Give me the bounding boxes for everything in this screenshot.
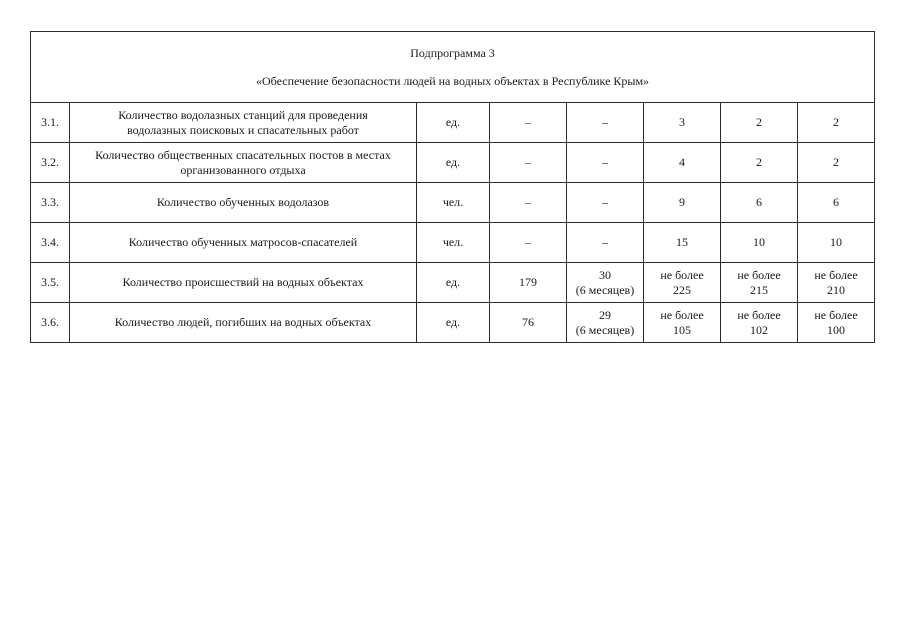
value-cell: 10 — [721, 223, 798, 263]
row-number: 3.2. — [31, 143, 70, 183]
value-cell: 4 — [644, 143, 721, 183]
row-number: 3.4. — [31, 223, 70, 263]
indicator-name: Количество обученных водолазов — [70, 183, 417, 223]
value-cell: 15 — [644, 223, 721, 263]
value-cell: 2 — [721, 143, 798, 183]
value-cell: 29 (6 месяцев) — [567, 303, 644, 343]
value-cell: 6 — [798, 183, 875, 223]
value-cell: – — [567, 143, 644, 183]
subprogram-header-row — [31, 32, 875, 103]
value-cell: не более 225 — [644, 263, 721, 303]
value-cell: 2 — [798, 103, 875, 143]
indicator-name: Количество водолазных станций для проведения водолазных поисковых и спасательных работ — [70, 103, 417, 143]
value-cell: 30 (6 месяцев) — [567, 263, 644, 303]
value-cell: 6 — [721, 183, 798, 223]
unit-cell: ед. — [417, 263, 490, 303]
value-cell: не более 210 — [798, 263, 875, 303]
value-cell: – — [490, 103, 567, 143]
value-cell: – — [567, 223, 644, 263]
value-cell: не более 102 — [721, 303, 798, 343]
row-number: 3.1. — [31, 103, 70, 143]
value-cell: не более 215 — [721, 263, 798, 303]
value-cell: – — [567, 103, 644, 143]
subprogram-subtitle: «Обеспечение безопасности людей на водных объектах в Республике Крым» — [256, 74, 650, 88]
indicator-name: Количество происшествий на водных объектах — [70, 263, 417, 303]
row-number: 3.3. — [31, 183, 70, 223]
unit-cell: чел. — [417, 183, 490, 223]
indicator-name: Количество общественных спасательных постов в местах организованного отдыха — [70, 143, 417, 183]
indicator-name: Количество обученных матросов-спасателей — [70, 223, 417, 263]
value-cell: – — [490, 223, 567, 263]
value-cell: – — [490, 143, 567, 183]
value-cell: не более 105 — [644, 303, 721, 343]
value-cell: 2 — [721, 103, 798, 143]
row-number: 3.5. — [31, 263, 70, 303]
value-cell: – — [490, 183, 567, 223]
row-number: 3.6. — [31, 303, 70, 343]
unit-cell: чел. — [417, 223, 490, 263]
table-row — [31, 103, 875, 143]
value-cell: 76 — [490, 303, 567, 343]
unit-cell: ед. — [417, 143, 490, 183]
table-row — [31, 183, 875, 223]
table-row — [31, 263, 875, 303]
indicator-name: Количество людей, погибших на водных объектах — [70, 303, 417, 343]
value-cell: 9 — [644, 183, 721, 223]
value-cell: не более 100 — [798, 303, 875, 343]
unit-cell: ед. — [417, 303, 490, 343]
value-cell: 2 — [798, 143, 875, 183]
unit-cell: ед. — [417, 103, 490, 143]
table-row — [31, 223, 875, 263]
subprogram-header — [31, 32, 875, 103]
table-row — [31, 303, 875, 343]
subprogram-title: Подпрограмма 3 — [410, 46, 495, 60]
value-cell: 179 — [490, 263, 567, 303]
value-cell: – — [567, 183, 644, 223]
indicators-table — [30, 31, 875, 343]
table-row — [31, 143, 875, 183]
value-cell: 10 — [798, 223, 875, 263]
value-cell: 3 — [644, 103, 721, 143]
